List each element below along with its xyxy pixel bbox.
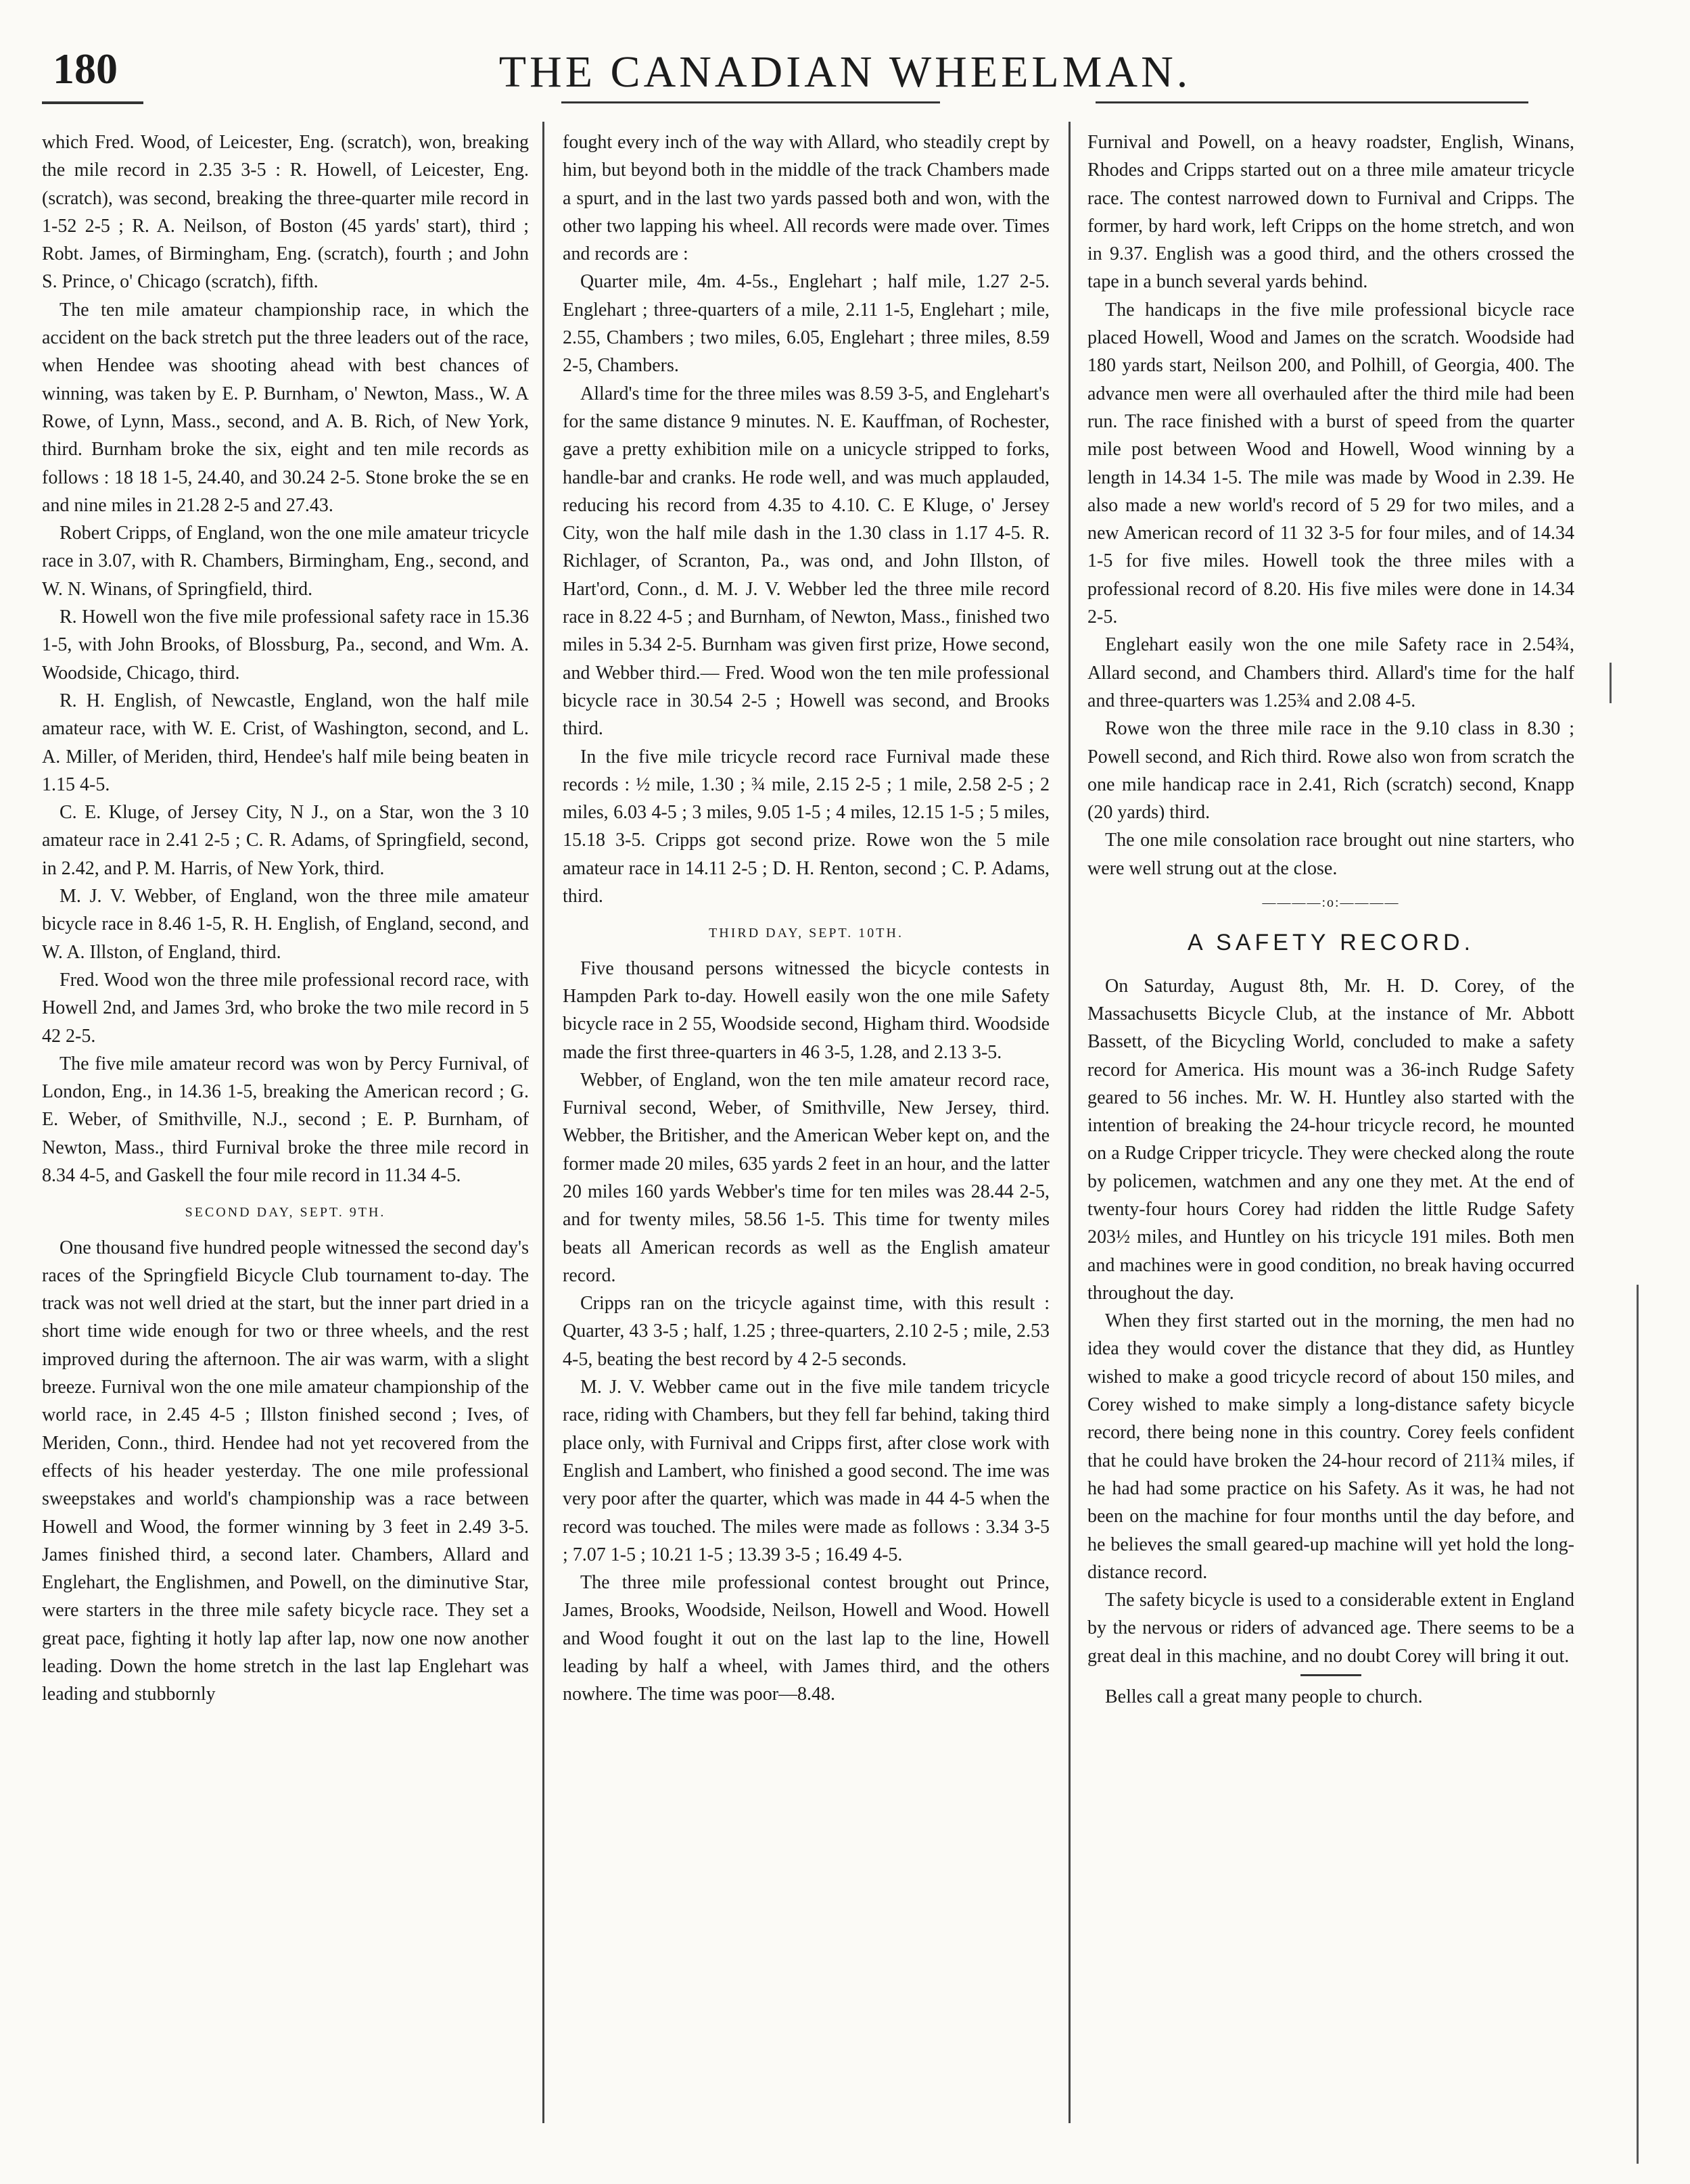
paragraph: M. J. V. Webber came out in the five mile tandem tricycle race, riding with Chambers, but they fell far behind, taking third place only, with Furnival and Cripps first, after close work with English and Lambert, who finished a good second. The ime was very poor after the quarter, which was made in 44 4-5 when the record was touched. The miles were made as follows : 3.34 3-5 ; 7.07 1-5 ; 10.21 1-5 ; 13.39 3-5 ; 16.49 4-5. (563, 1377, 1050, 1565)
paragraph: Webber, of England, won the ten mile amateur record race, Furnival second, Weber, of Smithville, New Jersey, third. Webber, the Britisher, and the American Weber kept on, and the former made 20 miles, 635 yards 2 feet in an hour, and the latter 20 miles 160 yards Webber's time for ten miles was 28.44 2-5, and for twenty miles, 58.56 1-5. This time for twenty miles beats all American records as well as the English amateur record. (563, 1069, 1050, 1286)
page-header (0, 0, 1690, 115)
paragraph: Five thousand persons witnessed the bicycle contests in Hampden Park to-day. Howell easily won the one mile Safety bicycle race in 2 55, Woodside second, Higham third. Woodside made the first three-quarters in 46 3-5, 1.28, and 2.13 3-5. (563, 957, 1050, 1063)
paragraph: One thousand five hundred people witnessed the second day's races of the Springfield Bicycle Club tournament to-day. The track was not well dried at the start, but the inner part dried in a short time wide enough for two or three wheels, and the rest improved during the afternoon. The air was warm, with a slight breeze. Furnival won the one mile amateur championship of the world race, in 2.45 4-5 ; Illston finished second ; Ives, of Meriden, Conn., third. Hendee had not yet recovered from the effects of his header yesterday. The one mile professional sweepstakes and world's championship was a race between Howell and Wood, the former winning by 3 feet in 2.49 3-5. James finished third, a second later. Chambers, Allard and Englehart, the Englishmen, and Powell, on the diminutive Star, were starters in the three mile safety bicycle race. They set a great pace, fighting it hotly lap after lap, now one now another leading. Down the home stretch in the last lap Englehart was leading and stubbornly (42, 1237, 529, 1705)
edge-mark (1637, 1285, 1639, 2164)
short-rule (1300, 1674, 1361, 1676)
paragraph: When they first started out in the morning, the men had no idea they would cover the distance that they did, as Huntley wished to make a good tricycle record of about 150 miles, and Corey wished to make simply a long-distance safety bicycle record, there being none in this country. Corey feels confident that he could have broken the 24-hour record of 211¾ miles, if he had had some practice on his Safety. As it was, he had not been on the machine for four months until the day before, and he believes the small geared-up machine will yet hold the long-distance record. (1087, 1310, 1574, 1583)
paragraph: Rowe won the three mile race in the 9.10 class in 8.30 ; Powell second, and Rich third. Rowe also won from scratch the one mile handicap race in 2.41, Rich (scratch) second, Knapp (20 yards) third. (1087, 718, 1574, 824)
paragraph: Belles call a great many people to church. (1105, 1686, 1423, 1708)
header-rule-center (561, 101, 940, 103)
subheading-second-day: SECOND DAY, SEPT. 9TH. (185, 1205, 386, 1220)
paragraph: The safety bicycle is used to a considerable extent in England by the nervous or riders of advanced age. There seems to be a great deal in this machine, and no doubt Corey will bring it out. (1087, 1590, 1574, 1667)
paragraph: On Saturday, August 8th, Mr. H. D. Corey, of the Massachusetts Bicycle Club, at the instance of Mr. Abbott Bassett, of the Bicycling World, concluded to make a safety record for America. His mount was a 36-inch Rudge Safety geared to 56 inches. Mr. W. H. Huntley also started with the intention of breaking the 24-hour tricycle record, he mounted on a Rudge Cripper tricycle. They were checked along the route by policemen, watchmen and any one they met. At the end of twenty-four hours Corey had ridden the little Rudge Safety 203½ miles, and Huntley on his tricycle 191 miles. Both men and machines were in good condition, no break having occurred throughout the day. (1087, 975, 1574, 1304)
paragraph: R. H. English, of Newcastle, England, won the half mile amateur race, with W. E. Crist, of Washington, second, and L. A. Miller, of Meriden, third, Hendee's half mile being beaten in 1.15 4-5. (42, 690, 529, 795)
paragraph: M. J. V. Webber, of England, won the three mile amateur bicycle race in 8.46 1-5, R. H. English, of England, second, and W. A. Illston, of England, third. (42, 886, 529, 963)
paragraph: Cripps ran on the tricycle against time, with this result : Quarter, 43 3-5 ; half, 1.25 ; three-quarters, 2.10 2-5 ; mile, 2.53 4-5, beating the best record by 4 2-5 seconds. (563, 1293, 1050, 1370)
column-2 (563, 128, 1050, 2150)
column-divider (1069, 122, 1071, 2123)
paragraph: which Fred. Wood, of Leicester, Eng. (scratch), won, breaking the mile record in 2.35 3-5 : R. Howell, of Leicester, Eng. (scratch), was second, breaking the three-quarter mile record in 1-52 2-5 ; R. A. Neilson, of Boston (45 yards' start), third ; Robt. James, of Birmingham, Eng. (scratch), fourth ; and John S. Prince, o' Chicago (scratch), fifth. (42, 132, 529, 293)
paragraph: C. E. Kluge, of Jersey City, N J., on a Star, won the 3 10 amateur race in 2.41 2-5 ; C. R. Adams, of Springfield, second, in 2.42, and P. M. Harris, of New York, third. (42, 802, 529, 879)
paragraph: Robert Cripps, of England, won the one mile amateur tricycle race in 3.07, with R. Chambers, Birmingham, Eng., second, and W. N. Winans, of Springfield, third. (42, 523, 529, 600)
paragraph: The three mile professional contest brought out Prince, James, Brooks, Woodside, Neilson, Howell and Wood. Howell and Wood fought it out on the last lap to the line, Howell leading by half a wheel, with James third, and the others nowhere. The time was poor—8.48. (563, 1572, 1050, 1705)
paragraph: Furnival and Powell, on a heavy roadster, English, Winans, Rhodes and Cripps started out on a three mile amateur tricycle race. The contest narrowed down to Furnival and Cripps. The former, by hard work, left Cripps on the home stretch, and won in 9.37. English was a good third, and the others crossed the tape in a bunch several yards behind. (1087, 132, 1574, 293)
column-1 (42, 128, 529, 2150)
paragraph: Englehart easily won the one mile Safety race in 2.54¾, Allard second, and Chambers third. Allard's time for the half and three-quarters was 1.25¾ and 2.08 4-5. (1087, 634, 1574, 711)
paragraph: Fred. Wood won the three mile professional record race, with Howell 2nd, and James 3rd, who broke the two mile record in 5 42 2-5. (42, 969, 529, 1047)
article-title: A SAFETY RECORD. (1187, 930, 1475, 956)
page-number: 180 (53, 45, 118, 93)
paragraph: In the five mile tricycle record race Furnival made these records : ½ mile, 1.30 ; ¾ mile, 2.15 2-5 ; 1 mile, 2.58 2-5 ; 2 miles, 6.03 4-5 ; 3 miles, 9.05 1-5 ; 4 miles, 12.15 1-5 ; 5 miles, 15.18 3-5. Cripps got second prize. Rowe won the 5 mile amateur race in 14.11 2-5 ; D. H. Renton, second ; C. P. Adams, third. (563, 746, 1050, 907)
column-divider (542, 122, 544, 2123)
edge-mark (1610, 663, 1612, 703)
paragraph: Allard's time for the three miles was 8.59 3-5, and Englehart's for the same distance 9 minutes. N. E. Kauffman, of Rochester, gave a pretty exhibition mile on a unicycle stripped to forks, handle-bar and cranks. He rode well, and was much applauded, reducing his record from 4.35 to 4.10. C. E Kluge, o' Jersey City, won the half mile dash in the 1.30 class in 1.17 4-5. R. Richlager, of Scranton, Pa., was ond, and John Illston, of Hart'ord, Conn., d. M. J. V. Webber led the three mile record race in 8.22 4-5 ; and Burnham, of Newton, Mass., finished two miles in 5.34 2-5. Burnham was given first prize, Howe second, and Webber third.— Fred. Wood won the ten mile professional bicycle race in 30.54 2-5 ; Howell was second, and Brooks third. (563, 383, 1050, 740)
subheading-third-day: THIRD DAY, SEPT. 10TH. (709, 926, 903, 941)
section-separator: ————:o:———— (1262, 895, 1400, 911)
header-rule-left (42, 101, 143, 104)
paragraph: The ten mile amateur championship race, in which the accident on the back stretch put the three leaders out of the race, when Hendee was shooting ahead with best chances of winning, was taken by E. P. Burnham, o' Newton, Mass., W. A Rowe, of Lynn, Mass., second, and A. B. Rich, of New York, third. Burnham broke the six, eight and ten mile records as follows : 18 18 1-5, 24.40, and 30.24 2-5. Stone broke the se en and nine miles in 21.28 2-5 and 27.43. (42, 299, 529, 516)
header-rule-right (1096, 101, 1528, 103)
paragraph: R. Howell won the five mile professional safety race in 15.36 1-5, with John Brooks, of Blossburg, Pa., second, and Wm. A. Woodside, Chicago, third. (42, 607, 529, 684)
journal-title: THE CANADIAN WHEELMAN. (498, 47, 1192, 97)
paragraph: The five mile amateur record was won by Percy Furnival, of London, Eng., in 14.36 1-5, breaking the American record ; G. E. Weber, of Smithville, N.J., second ; E. P. Burnham, of Newton, Mass., third Furnival broke the three mile record in 8.34 4-5, and Gaskell the four mile record in 11.34 4-5. (42, 1053, 529, 1186)
paragraph: The handicaps in the five mile professional bicycle race placed Howell, Wood and James on the scratch. Woodside had 180 yards start, Neilson 200, and Polhill, of Georgia, 400. The advance men were all overhauled after the third mile had been run. The race finished with a burst of speed from the quarter mile post between Wood and Howell, Wood winning by a length in 14.34 1-5. The mile was made by Wood in 2.39. He also made a new world's record of 5 29 for two miles, and a new American record of 11 32 3-5 for four miles, and of 14.34 1-5 for five miles. Howell took the three miles with a professional record of 8.20. His five miles were done in 14.34 2-5. (1087, 299, 1574, 628)
column-3 (1087, 128, 1574, 2150)
paragraph: fought every inch of the way with Allard, who steadily crept by him, but beyond both in the middle of the track Chambers made a spurt, and in the last two yards passed both and won, with the other two lapping his wheel. All records were made over. Times and records are : (563, 132, 1050, 265)
paragraph: The one mile consolation race brought out nine starters, who were well strung out at the close. (1087, 830, 1574, 879)
paragraph: Quarter mile, 4m. 4-5s., Englehart ; half mile, 1.27 2-5. Englehart ; three-quarters of a mile, 2.11 1-5, Englehart ; mile, 2.55, Chambers ; two miles, 6.05, Englehart ; three miles, 8.59 2-5, Chambers. (563, 271, 1050, 377)
